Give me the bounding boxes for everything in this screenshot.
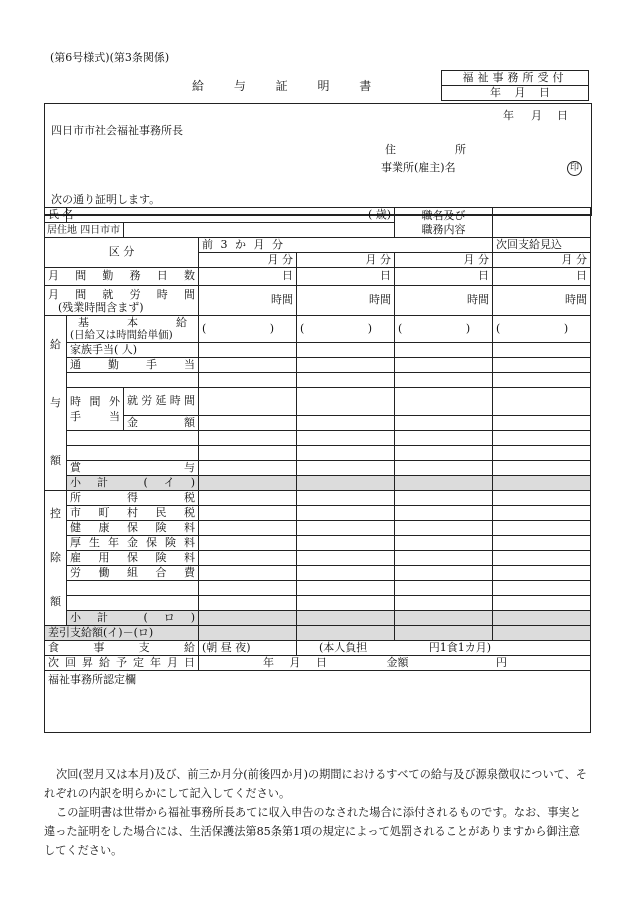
cell[interactable] xyxy=(199,551,297,566)
job-label-2: 職務内容 xyxy=(421,222,466,236)
cell[interactable] xyxy=(395,446,493,461)
cell[interactable] xyxy=(297,566,395,581)
pension-label: 厚生年金保険料 xyxy=(67,536,199,551)
ot-hours-1[interactable] xyxy=(199,388,297,416)
work-hours-3[interactable]: 時間 xyxy=(395,286,493,316)
base-pay-1[interactable]: ( ) xyxy=(199,316,297,343)
receipt-year: 年 xyxy=(490,85,501,99)
meal-label: 食事支給 xyxy=(45,641,199,656)
cell[interactable] xyxy=(493,596,591,611)
notes xyxy=(44,765,590,860)
pay-group-label xyxy=(45,316,67,491)
subtotal-b-1[interactable] xyxy=(199,611,297,626)
blank-pay-row-3[interactable] xyxy=(67,446,199,461)
subtotal-a-1[interactable] xyxy=(199,476,297,491)
ot-hours-3[interactable] xyxy=(395,388,493,416)
cell[interactable] xyxy=(199,446,297,461)
cell[interactable] xyxy=(199,596,297,611)
net-pay-1[interactable] xyxy=(199,626,297,641)
employment-insurance-label: 雇用保険料 xyxy=(67,551,199,566)
bonus-1[interactable] xyxy=(199,461,297,476)
date-day: 日 xyxy=(557,109,568,122)
subtotal-a-label: 小計 (イ) xyxy=(67,476,199,491)
cell[interactable] xyxy=(395,581,493,596)
seal-icon: 印 xyxy=(567,161,582,176)
base-pay-label xyxy=(67,316,199,343)
cell[interactable] xyxy=(297,373,395,388)
base-pay-next[interactable]: ( ) xyxy=(493,316,591,343)
category-header: 区 分 xyxy=(45,238,199,268)
cell[interactable] xyxy=(395,373,493,388)
blank-ded-row-2[interactable] xyxy=(67,596,199,611)
receipt-day: 日 xyxy=(539,85,550,99)
residence-field[interactable] xyxy=(124,223,395,238)
meal-time[interactable]: (朝 昼 夜) xyxy=(199,641,297,656)
month-2[interactable]: 月 分 xyxy=(297,253,395,268)
cell[interactable] xyxy=(493,536,591,551)
job-label xyxy=(395,208,493,238)
note-1: 次回(翌月又は本月)及び、前三か月分(前後四か月)の期間におけるすべての給与及び源泉徴収について、それぞれの内訳を明らかにして記入してください。 xyxy=(44,768,587,800)
work-days-3[interactable]: 日 xyxy=(395,268,493,286)
cert-label: 福祉事務所認定欄 xyxy=(48,673,136,686)
prev-3-months-header: 前 3 か 月 分 xyxy=(199,238,493,253)
cell[interactable] xyxy=(199,536,297,551)
cell[interactable] xyxy=(199,581,297,596)
cell[interactable] xyxy=(297,551,395,566)
work-hours-next[interactable]: 時間 xyxy=(493,286,591,316)
cell[interactable] xyxy=(199,566,297,581)
statement: 次の通り証明します。 xyxy=(51,193,161,206)
work-days-1[interactable]: 日 xyxy=(199,268,297,286)
meal-burden[interactable] xyxy=(297,641,591,656)
cell[interactable] xyxy=(297,536,395,551)
name-label: 氏 名 xyxy=(45,208,67,223)
work-hours-label-1: 月間就労時間 xyxy=(48,287,195,301)
health-insurance-label: 健康保険料 xyxy=(67,521,199,536)
cell[interactable] xyxy=(493,446,591,461)
commute-2[interactable] xyxy=(297,358,395,373)
job-field[interactable] xyxy=(493,208,591,238)
income-tax-next[interactable] xyxy=(493,491,591,506)
union-dues-label: 労働組合費 xyxy=(67,566,199,581)
work-hours-1[interactable]: 時間 xyxy=(199,286,297,316)
subtotal-a-next[interactable] xyxy=(493,476,591,491)
cell[interactable] xyxy=(493,551,591,566)
work-hours-label xyxy=(45,286,199,316)
work-days-label: 月間勤務日数 xyxy=(45,268,199,286)
commute-next[interactable] xyxy=(493,358,591,373)
cell[interactable] xyxy=(297,581,395,596)
cell[interactable] xyxy=(297,446,395,461)
receipt-label: 福祉事務所受付 xyxy=(442,71,589,86)
bonus-2[interactable] xyxy=(297,461,395,476)
next-pay-header: 次回支給見込 xyxy=(493,238,591,253)
overtime-label-2: 手当 xyxy=(70,410,120,423)
cell[interactable] xyxy=(493,566,591,581)
blank-pay-row-1[interactable] xyxy=(67,373,199,388)
raise-yen: 円 xyxy=(496,655,507,669)
net-pay-3[interactable] xyxy=(395,626,493,641)
commute-allowance-label: 通勤手当 xyxy=(67,358,199,373)
note-2: この証明書は世帯から福祉事務所長あてに収入申告のなされた場合に添付されるものです。なお、事実と違った証明をした場合には、生活保護法第85条第1項の規定によって処罰されることがありますから御注意してください。 xyxy=(44,806,581,857)
ot-hours-2[interactable] xyxy=(297,388,395,416)
cell[interactable] xyxy=(199,521,297,536)
welfare-office-certification[interactable] xyxy=(45,671,591,733)
bonus-next[interactable] xyxy=(493,461,591,476)
resident-tax-label: 市町村民税 xyxy=(67,506,199,521)
ot-hours-next[interactable] xyxy=(493,388,591,416)
certificate-form xyxy=(44,103,592,216)
cell[interactable] xyxy=(297,431,395,446)
cell[interactable] xyxy=(297,521,395,536)
ot-amount-3[interactable] xyxy=(395,415,493,431)
work-hours-2[interactable]: 時間 xyxy=(297,286,395,316)
net-pay-label: 差引支給額(イ)－(ロ) xyxy=(45,626,199,641)
ot-amount-next[interactable] xyxy=(493,415,591,431)
cell[interactable] xyxy=(395,431,493,446)
subtotal-b-next[interactable] xyxy=(493,611,591,626)
ded-group-char-3: 額 xyxy=(50,595,61,608)
family-1[interactable] xyxy=(199,343,297,358)
raise-amount-label: 金額 xyxy=(386,655,409,669)
blank-ded-row-1[interactable] xyxy=(67,581,199,596)
subtotal-a-3[interactable] xyxy=(395,476,493,491)
cell[interactable] xyxy=(395,506,493,521)
meal-burden-unit: 円1食1カ月) xyxy=(428,640,492,654)
address-label-2: 所 xyxy=(455,143,466,156)
income-tax-2[interactable] xyxy=(297,491,395,506)
subtotal-b-label: 小計 (ロ) xyxy=(67,611,199,626)
cell[interactable] xyxy=(395,596,493,611)
work-days-2[interactable]: 日 xyxy=(297,268,395,286)
address-label-1: 住 xyxy=(385,143,396,156)
ded-group-char-2: 除 xyxy=(50,551,61,564)
date-month: 月 xyxy=(531,109,542,122)
overtime-label xyxy=(67,388,124,431)
month-1[interactable]: 月 分 xyxy=(199,253,297,268)
cell[interactable] xyxy=(199,431,297,446)
family-allowance-label: 家族手当( 人) xyxy=(67,343,199,358)
residence-label xyxy=(45,223,124,238)
base-pay-2[interactable]: ( ) xyxy=(297,316,395,343)
ot-amount-1[interactable] xyxy=(199,415,297,431)
receipt-month: 月 xyxy=(514,85,526,99)
age-label: ( 歳) xyxy=(367,207,392,221)
subtotal-b-2[interactable] xyxy=(297,611,395,626)
cell[interactable] xyxy=(199,506,297,521)
employer-label: 事業所(雇主)名 xyxy=(381,161,456,174)
commute-3[interactable] xyxy=(395,358,493,373)
commute-1[interactable] xyxy=(199,358,297,373)
cell[interactable] xyxy=(297,596,395,611)
deduction-group-label xyxy=(45,491,67,626)
bonus-3[interactable] xyxy=(395,461,493,476)
income-tax-3[interactable] xyxy=(395,491,493,506)
next-raise-label: 次回昇給予定年月日 xyxy=(45,656,199,671)
net-pay-next[interactable] xyxy=(493,626,591,641)
salary-table xyxy=(44,207,599,733)
ded-group-char-1: 控 xyxy=(50,507,61,520)
net-pay-2[interactable] xyxy=(297,626,395,641)
cell[interactable] xyxy=(395,551,493,566)
income-tax-1[interactable] xyxy=(199,491,297,506)
bonus-label: 賞与 xyxy=(67,461,199,476)
base-pay-label-2: (日給又は時間給単価) xyxy=(70,329,173,341)
name-field[interactable] xyxy=(67,208,395,223)
header-block xyxy=(45,104,591,215)
subtotal-a-2[interactable] xyxy=(297,476,395,491)
next-raise-field[interactable] xyxy=(199,656,591,671)
month-3[interactable]: 月 分 xyxy=(395,253,493,268)
work-hours-label-2: (残業時間含まず) xyxy=(58,300,144,314)
pay-group-char-2: 与 xyxy=(50,396,61,409)
cell[interactable] xyxy=(395,566,493,581)
cell[interactable] xyxy=(493,521,591,536)
cell[interactable] xyxy=(395,521,493,536)
family-next[interactable] xyxy=(493,343,591,358)
blank-pay-row-2[interactable] xyxy=(67,431,199,446)
cell[interactable] xyxy=(199,373,297,388)
cell[interactable] xyxy=(493,581,591,596)
raise-date: 年 月 日 xyxy=(263,655,333,669)
overtime-label-1: 時間外 xyxy=(70,395,120,408)
residence-value: 四日市市 xyxy=(80,224,121,236)
cell[interactable] xyxy=(395,536,493,551)
family-2[interactable] xyxy=(297,343,395,358)
date-year: 年 xyxy=(503,109,514,122)
ot-amount-2[interactable] xyxy=(297,415,395,431)
subtotal-b-3[interactable] xyxy=(395,611,493,626)
pay-group-char-3: 額 xyxy=(50,454,61,467)
receipt-date[interactable] xyxy=(442,86,589,101)
overtime-amount-label: 金額 xyxy=(124,415,199,431)
base-pay-label-1: 基 本 給 xyxy=(78,316,187,329)
work-days-next[interactable]: 日 xyxy=(493,268,591,286)
cell[interactable] xyxy=(297,506,395,521)
residence-label-text: 居住地 xyxy=(47,224,77,236)
form-number: (第6号様式)(第3条関係) xyxy=(50,51,170,64)
job-label-1: 職名及び xyxy=(421,208,466,222)
document-title: 給 与 証 明 書 xyxy=(192,79,385,93)
addressee: 四日市市社会福祉事務所長 xyxy=(51,124,183,137)
family-3[interactable] xyxy=(395,343,493,358)
cell[interactable] xyxy=(493,506,591,521)
overtime-hours-label: 就労延時間 xyxy=(124,388,199,416)
base-pay-3[interactable]: ( ) xyxy=(395,316,493,343)
cell[interactable] xyxy=(493,431,591,446)
income-tax-label: 所得税 xyxy=(67,491,199,506)
meal-burden-label: (本人負担 xyxy=(319,640,368,654)
month-next[interactable]: 月 分 xyxy=(493,253,591,268)
receipt-stamp-box xyxy=(441,70,589,101)
cell[interactable] xyxy=(493,373,591,388)
pay-group-char-1: 給 xyxy=(50,338,61,351)
